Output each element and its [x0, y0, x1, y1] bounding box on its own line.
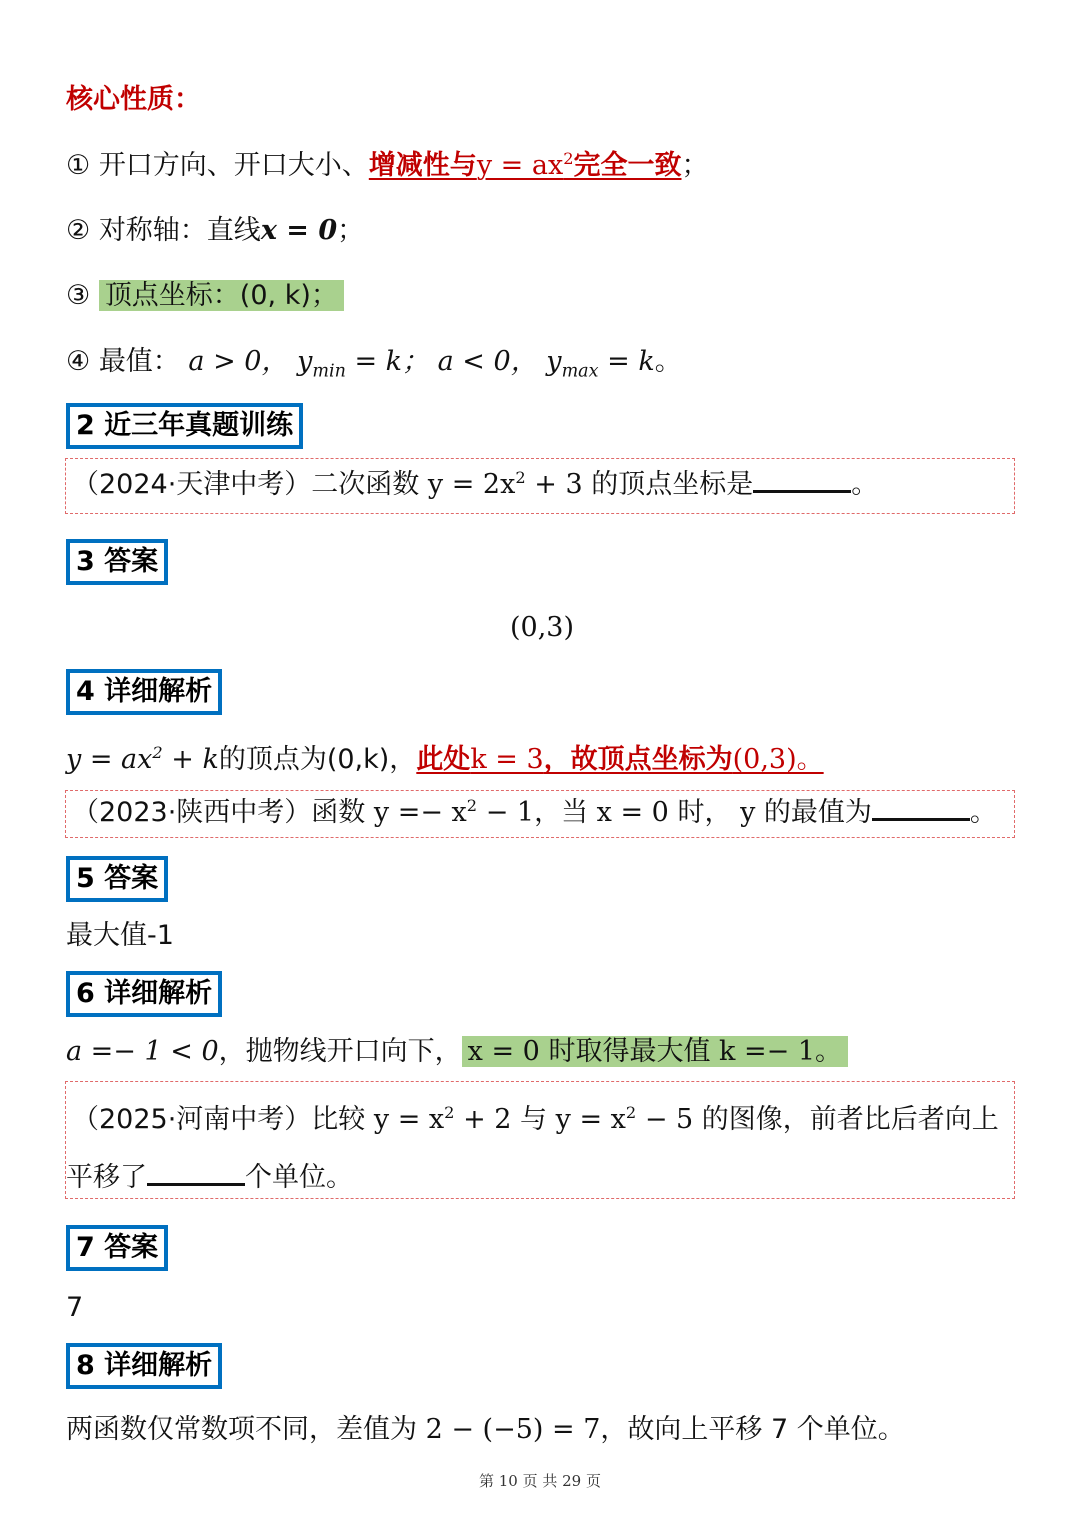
- section-3-title: 3 答案: [66, 539, 168, 585]
- property-1: ① 开口方向、开口大小、增减性与$y = ax^2$完全一致；: [66, 149, 709, 181]
- section-2-title: 2 近三年真题训练: [66, 403, 303, 449]
- section-7-title: 7 答案: [66, 1225, 168, 1271]
- section-6-title: 6 详细解析: [66, 971, 222, 1017]
- highlight-vertex: 顶点坐标：(0, k)；: [99, 280, 344, 311]
- section-8-title: 8 详细解析: [66, 1343, 222, 1389]
- question-3-line-2: 平移了 个单位。: [66, 1162, 353, 1193]
- property-number: ②: [66, 215, 91, 246]
- section-4-title: 4 详细解析: [66, 669, 222, 715]
- page-footer: 第 10 页 共 29 页: [478, 1472, 601, 1490]
- property-2: ② 对称轴：直线x = 0；: [66, 215, 365, 246]
- question-box-3: [65, 1081, 1015, 1199]
- property-number: ④: [66, 346, 91, 377]
- property-number: ①: [66, 150, 91, 181]
- property-4: ④ 最值： a > 0， $y_{min} = k$； a < 0， $y_{max} = k$。: [66, 346, 682, 382]
- question-2: （2023·陕西中考）函数 $y =- x^2 - 1$，当 x = 0 时， y 的最值为 。: [72, 796, 997, 828]
- question-3-line-1: （2025·河南中考）比较 $y = x^2 + 2$ 与 $y = x^2 - 5$ 的图像，前者比后者向上: [72, 1103, 999, 1135]
- analysis-8: 两函数仅常数项不同，差值为 2 − (−5) = 7，故向上平移 7 个单位。: [66, 1414, 905, 1445]
- question-1: （2024·天津中考）二次函数 $y = 2x^2 + 3$ 的顶点坐标是 。: [72, 468, 879, 500]
- answer-3: (0,3): [510, 612, 575, 643]
- answer-blank[interactable]: [872, 814, 970, 821]
- analysis-6: a =− 1 < 0，抛物线开口向下， x = 0 时取得最大值 k =− 1。: [66, 1032, 848, 1072]
- property-3: [66, 276, 344, 316]
- highlight-max: x = 0 时取得最大值 k =− 1。: [462, 1036, 848, 1067]
- property-number: ③: [66, 280, 91, 311]
- analysis-4: $y = ax^2 + k$的顶点为(0,k)，此处k = 3，故顶点坐标为(0,3)。: [66, 743, 824, 775]
- answer-7: 7: [66, 1292, 84, 1323]
- answer-blank[interactable]: [147, 1179, 245, 1186]
- core-heading: 核心性质：: [66, 84, 201, 115]
- answer-blank[interactable]: [753, 486, 851, 493]
- answer-5: 最大值-1: [66, 920, 174, 951]
- section-5-title: 5 答案: [66, 856, 168, 902]
- question-box-2: [65, 790, 1015, 838]
- question-box-1: [65, 458, 1015, 514]
